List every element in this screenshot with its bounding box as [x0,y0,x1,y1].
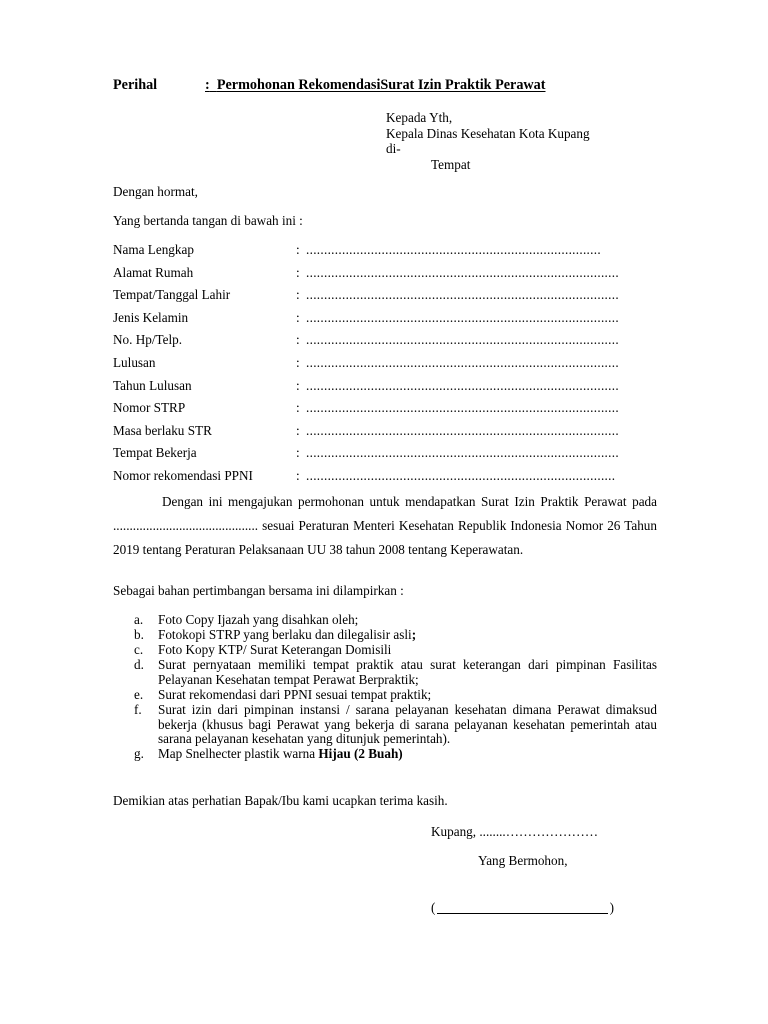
list-marker: c. [134,642,144,658]
form-row [113,287,619,310]
form-label: Jenis Kelamin [113,309,189,325]
signoff: Yang Bermohon, [478,853,568,868]
form-row [113,423,619,446]
form-colon: : [296,287,300,303]
form-row [113,400,619,423]
form-fill-line[interactable]: ....................................................................................... [306,377,619,393]
list-marker: g. [134,746,144,762]
form-row [113,355,619,378]
list-item-text [158,747,657,762]
form-row [113,310,619,333]
form-fill-line[interactable]: ....................................................................................... [306,422,619,438]
form-colon: : [296,422,300,438]
form-fill-line[interactable]: ....................................................................................... [306,309,619,325]
form-colon: : [296,264,300,280]
list-marker: d. [134,657,144,673]
signature-close-paren: ) [609,900,614,915]
list-item [113,613,657,628]
form-row [113,265,619,288]
body-paragraph [113,490,657,563]
signature-open-paren: ( [431,900,436,915]
list-item-text [158,628,657,643]
body-paragraph-part-2: sesuai Peraturan Menteri Kesehatan Republik Indonesia Nomor 26 Tahun 2019 tentang Peraturan Pelaksanaan UU 38 tahun 2008 tentang Keperawatan. [113,518,657,558]
form-colon: : [296,309,300,325]
form-label: Nama Lengkap [113,242,194,257]
recipient-line-3: di- [386,141,401,156]
form-fill-line[interactable]: ...................................................................................... [306,467,616,483]
list-item-text-main: Map Snelhecter plastik warna [158,746,316,762]
form-label: No. Hp/Telp. [113,332,183,348]
form-colon: : [296,354,300,370]
form-colon: : [296,242,300,257]
form-colon: : [296,400,300,416]
list-item-text: Surat pernyataan memiliki tempat praktik atau surat keterangan dari pimpinan Fasilitas Pelayanan Kesehatan tempat Perawat Berpraktik; [158,657,657,687]
closing-text: Demikian atas perhatian Bapak/Ibu kami ucapkan terima kasih. [113,793,448,808]
form-row [113,468,619,491]
form-colon: : [296,332,300,348]
form-label: Tempat Bekerja [113,445,197,461]
list-item [113,703,657,747]
list-item-text-main: Fotokopi STRP yang berlaku dan dilegalisir asli [158,627,412,643]
signature-field[interactable] [431,900,614,916]
form-row [113,378,619,401]
form-label: Masa berlaku STR [113,422,212,438]
form-label: Tahun Lulusan [113,377,192,393]
list-item [113,628,657,643]
practice-place-blank[interactable]: ............................................ [113,518,259,534]
list-item [113,643,657,658]
form-row [113,242,619,265]
form-row [113,332,619,355]
list-marker: f. [134,702,142,718]
subject-text: Permohonan RekomendasiSurat Izin Praktik Perawat [216,77,546,93]
form-label: Alamat Rumah [113,264,194,280]
list-item-text: Surat izin dari pimpinan instansi / sarana pelayanan kesehatan dimana Perawat dimaksud bekerja (khusus bagi Perawat yang bekerja di sarana pelayanan kesehatan pemerintah atau sarana pelayanan kesehatan yang ditunjuk pemerintah). [158,702,657,747]
form-fill-line[interactable]: ....................................................................................... [306,287,619,303]
form-label: Lulusan [113,354,156,370]
form-row [113,445,619,468]
list-item [113,747,657,762]
form-fill-line[interactable]: ....................................................................................... [306,332,619,348]
form-fill-line[interactable]: ....................................................................................... [306,400,619,416]
list-item [113,688,657,703]
list-item-bold-tail: ; [411,627,417,643]
signature-underline [437,913,608,914]
form-label: Nomor rekomendasi PPNI [113,467,253,483]
list-marker: b. [134,627,144,643]
form-label: Tempat/Tanggal Lahir [113,287,231,303]
form-fill-line[interactable]: ....................................................................................... [306,354,619,370]
recipient-line-2: Kepala Dinas Kesehatan Kota Kupang [386,125,590,141]
subject-separator: : [205,77,210,93]
list-item-bold-tail: Hijau (2 Buah) [318,746,403,762]
form-fill-line[interactable]: ....................................................................................... [306,445,619,461]
body-paragraph-part-1: Dengan ini mengajukan permohonan untuk mendapatkan Surat Izin Praktik Perawat pada [162,494,657,509]
list-marker: e. [134,686,144,702]
form-colon: : [296,467,300,483]
attachment-list [113,613,657,762]
subject-line [113,77,546,93]
list-item-text: Surat rekomendasi dari PPNI sesuai tempat praktik; [158,686,432,702]
applicant-form [113,242,619,491]
recipient-line-1: Kepada Yth, [386,110,453,125]
form-colon: : [296,377,300,393]
list-marker: a. [134,612,144,627]
recipient-block [386,110,590,172]
list-item [113,658,657,687]
list-item-text: Foto Copy Ijazah yang disahkan oleh; [158,612,359,627]
greeting: Dengan hormat, [113,184,198,199]
intro-text: Yang bertanda tangan di bawah ini : [113,213,303,228]
form-fill-line[interactable]: .................................................................................. [306,242,601,257]
attachments-intro: Sebagai bahan pertimbangan bersama ini dilampirkan : [113,583,404,598]
subject-label: Perihal [113,77,158,93]
form-fill-line[interactable]: ....................................................................................... [306,264,619,280]
list-item-text: Foto Kopy KTP/ Surat Keterangan Domisili [158,642,392,658]
recipient-line-4: Tempat [431,156,471,172]
form-colon: : [296,445,300,461]
place-date[interactable]: Kupang, ........………………… [431,824,599,839]
form-label: Nomor STRP [113,400,186,416]
